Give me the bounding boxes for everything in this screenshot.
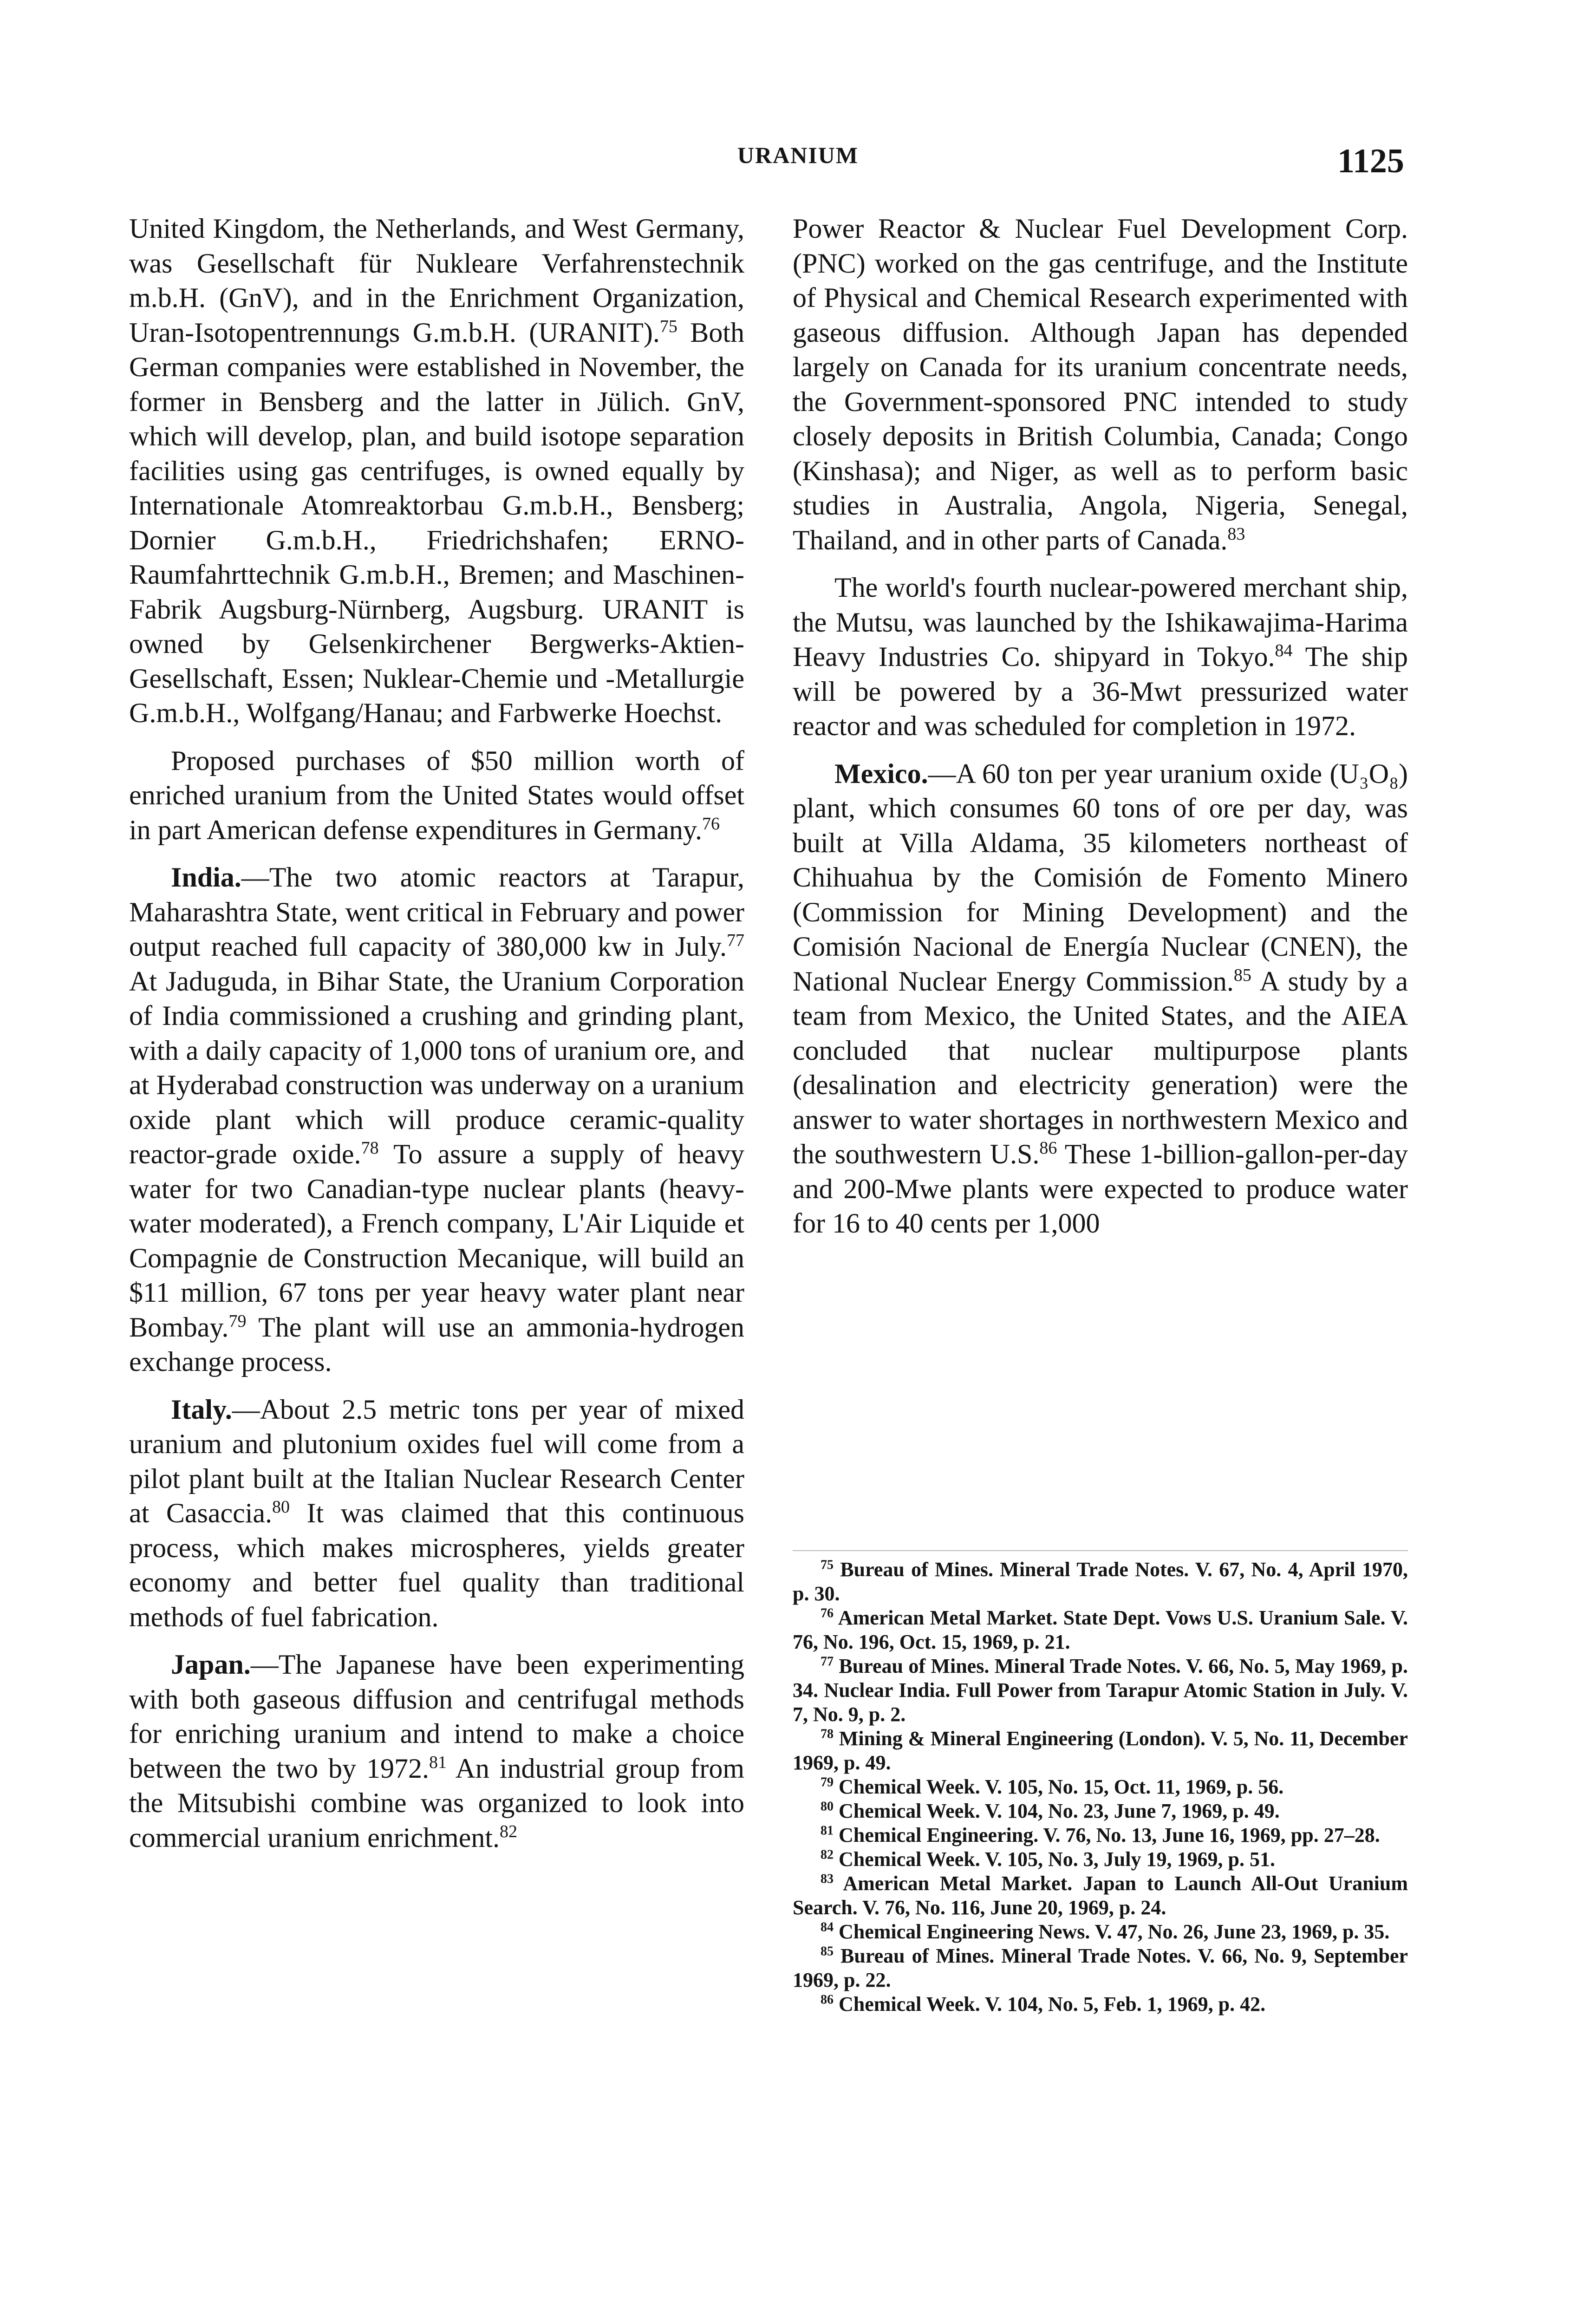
footnote-number: 81 xyxy=(821,1823,834,1838)
footnote-number: 79 xyxy=(821,1775,834,1790)
footnote-ref: 78 xyxy=(361,1138,379,1158)
footnote-item xyxy=(793,1799,1408,1823)
footnote-text: American Metal Market. State Dept. Vows U.S. Uranium Sale. V. 76, No. 196, Oct. 15, 1969, p. 21. xyxy=(793,1606,1408,1653)
footnote-item xyxy=(793,1920,1408,1944)
paragraph-p5 xyxy=(129,1647,744,1855)
right-column xyxy=(793,211,1408,1254)
paragraph-text: Power Reactor & Nuclear Fuel Development Corp. (PNC) worked on the gas centrifuge, and the Institute of Physical and Chemical Research experimented with gaseous diffusion. Although Japan has depended largely on Canada for its uranium concentrate needs, the Government-sponsored PNC intended to study closely deposits in British Columbia, Canada; Congo (Kinshasa); and Niger, as well as to perform basic studies in Australia, Angola, Nigeria, Senegal, Thailand, and in other parts of Canada. xyxy=(793,213,1408,555)
footnote-number: 77 xyxy=(821,1654,834,1669)
footnote-text: Chemical Engineering News. V. 47, No. 26, June 23, 1969, p. 35. xyxy=(834,1920,1390,1943)
footnote-ref: 82 xyxy=(500,1821,518,1841)
footnote-number: 85 xyxy=(821,1944,834,1959)
footnote-item xyxy=(793,1872,1408,1920)
paragraph-text: At Jaduguda, in Bihar State, the Uranium Corporation of India commissioned a crushing and grinding plant, with a daily capacity of 1,000 tons of uranium ore, and at Hyderabad construction was underway on a uranium oxide plant which will produce ceramic-quality reactor-grade oxide. xyxy=(129,965,744,1169)
footnote-item xyxy=(793,1654,1408,1727)
paragraph-text: The world's fourth nuclear-powered merchant ship, the Mutsu, was launched by the Ishikawajima-Harima Heavy Industries Co. shipyard in Tokyo. xyxy=(793,572,1408,672)
footnote-text: Bureau of Mines. Mineral Trade Notes. V. 67, No. 4, April 1970, p. 30. xyxy=(793,1558,1408,1605)
footnote-ref: 86 xyxy=(1039,1138,1057,1158)
footnote-text: Bureau of Mines. Mineral Trade Notes. V. 66, No. 9, September 1969, p. 22. xyxy=(793,1944,1408,1991)
left-column xyxy=(129,211,744,1868)
footnote-number: 80 xyxy=(821,1799,834,1814)
paragraph-p1 xyxy=(129,211,744,731)
footnote-text: Chemical Week. V. 105, No. 15, Oct. 11, 1969, p. 56. xyxy=(834,1775,1284,1798)
paragraph-text: It was claimed that this continuous process, which makes microspheres, yields greater economy and better fuel quality than traditional methods of fuel fabrication. xyxy=(129,1498,745,1632)
footnote-item xyxy=(793,1944,1408,1992)
footnote-text: Chemical Engineering. V. 76, No. 13, June 16, 1969, pp. 27–28. xyxy=(834,1824,1380,1846)
footnotes-section xyxy=(793,1550,1408,2016)
footnote-item xyxy=(793,1847,1408,1872)
footnote-number: 75 xyxy=(821,1558,834,1572)
footnote-item xyxy=(793,1992,1408,2016)
paragraph-text: A study by a team from Mexico, the United States, and the AIEA concluded that nuclear multipurpose plants (desalination and electricity generation) were the answer to water shortages in northwestern Mexico and the southwestern U.S. xyxy=(793,965,1408,1169)
paragraph-text: To assure a supply of heavy water for two Canadian-type nuclear plants (heavy-water moderated), a French company, L'Air Liquide et Compagnie de Construction Mecanique, will build an $11 million, 67 tons per year heavy water plant near Bombay. xyxy=(129,1139,744,1343)
paragraph-p3 xyxy=(129,860,744,1379)
paragraph-p4 xyxy=(129,1392,744,1635)
paragraph-text: Proposed purchases of $50 million worth of enriched uranium from the United States would offset in part American defense expenditures in Germany. xyxy=(129,745,744,845)
footnote-item xyxy=(793,1823,1408,1847)
footnote-text: Bureau of Mines. Mineral Trade Notes. V. 66, No. 5, May 1969, p. 34. Nuclear India. Full Power from Tarapur Atomic Station in July. V. 7, No. 9, p. 2. xyxy=(793,1655,1408,1726)
section-run-head: Mexico. xyxy=(834,758,928,789)
paragraph-text: The ship will be powered by a 36-Mwt pressurized water reactor and was scheduled for completion in 1972. xyxy=(793,641,1408,741)
paragraph-text: —The Japanese have been experimenting with both gaseous diffusion and centrifugal methods for enriching uranium and intend to make a choice between the two by 1972. xyxy=(129,1649,744,1784)
footnote-text: Chemical Week. V. 104, No. 5, Feb. 1, 1969, p. 42. xyxy=(834,1993,1266,2015)
paragraph-p6 xyxy=(793,211,1408,557)
footnote-text: Chemical Week. V. 105, No. 3, July 19, 1969, p. 51. xyxy=(834,1848,1275,1871)
paragraph-text: An industrial group from the Mitsubishi combine was organized to look into commercial uranium enrichment. xyxy=(129,1753,744,1853)
footnote-ref: 76 xyxy=(702,814,720,834)
paragraph-p7 xyxy=(793,570,1408,744)
paragraph-text: These 1-billion-gallon-per-day and 200-Mwe plants were expected to produce water for 16 to 40 cents per 1,000 xyxy=(793,1139,1408,1239)
paragraph-text: —The two atomic reactors at Tarapur, Maharashtra State, went critical in February and power output reached full capacity of 380,000 kw in July. xyxy=(129,862,744,962)
page-number: 1125 xyxy=(1337,142,1404,180)
footnote-number: 78 xyxy=(821,1727,834,1742)
paragraph-text: United Kingdom, the Netherlands, and West Germany, was Gesellschaft für Nukleare Verfahrenstechnik m.b.H. (GnV), and in the Enrichment Organization, Uran-Isotopentrennungs G.m.b.H. (URANIT). xyxy=(129,213,744,348)
footnote-ref: 83 xyxy=(1227,524,1245,544)
paragraph-text: The plant will use an ammonia-hydrogen exchange process. xyxy=(129,1311,744,1377)
footnote-item xyxy=(793,1727,1408,1775)
footnote-text: Chemical Week. V. 104, No. 23, June 7, 1969, p. 49. xyxy=(834,1800,1280,1822)
footnote-text: Mining & Mineral Engineering (London). V. 5, No. 11, December 1969, p. 49. xyxy=(793,1727,1408,1774)
footnote-number: 86 xyxy=(821,1992,834,2007)
paragraph-text: —A 60 ton per year uranium oxide (U₃O₈) plant, which consumes 60 tons of ore per day, was built at Villa Aldama, 35 kilometers northeast of Chihuahua by the Comisión de Fomento Minero (Commission for Mining Development) and the Comisión Nacional de Energía Nuclear (CNEN), the National Nuclear Energy Commission. xyxy=(793,758,1408,997)
running-title: URANIUM xyxy=(737,142,859,168)
footnote-number: 76 xyxy=(821,1606,834,1621)
paragraph-p2 xyxy=(129,744,744,848)
footnote-number: 83 xyxy=(821,1872,834,1886)
paragraph-text: Both German companies were established in November, the former in Bensberg and the latter in Jülich. GnV, which will develop, plan, and build isotope separation facilities using gas centrifuges, is owned equally by Internationale Atomreaktorbau G.m.b.H., Bensberg; Dornier G.m.b.H., Friedrichshafen; ERNO-Raumfahrttechnik G.m.b.H., Bremen; and Maschinen-Fabrik Augsburg-Nürnberg, Augsburg. URANIT is owned by Gelsenkirchener Bergwerks-Aktien-Gesellschaft, Essen; Nuklear-Chemie und -Metallurgie G.m.b.H., Wolfgang/Hanau; and Farbwerke Hoechst. xyxy=(129,317,744,728)
footnote-ref: 80 xyxy=(272,1497,290,1517)
section-run-head: India. xyxy=(171,862,241,893)
section-run-head: Japan. xyxy=(171,1649,251,1680)
footnote-ref: 84 xyxy=(1275,641,1293,660)
footnote-ref: 75 xyxy=(659,316,677,336)
footnote-ref: 81 xyxy=(429,1752,447,1772)
footnote-number: 84 xyxy=(821,1920,834,1935)
section-run-head: Italy. xyxy=(171,1394,232,1425)
footnote-ref: 85 xyxy=(1233,965,1251,985)
footnote-ref: 77 xyxy=(727,931,744,950)
footnote-number: 82 xyxy=(821,1847,834,1862)
footnote-ref: 79 xyxy=(228,1311,247,1331)
paragraph-p8 xyxy=(793,757,1408,1241)
footnote-item xyxy=(793,1775,1408,1799)
footnote-item xyxy=(793,1558,1408,1606)
paragraph-text: —About 2.5 metric tons per year of mixed uranium and plutonium oxides fuel will come from a pilot plant built at the Italian Nuclear Research Center at Casaccia. xyxy=(129,1394,744,1528)
footnote-item xyxy=(793,1606,1408,1654)
footnote-text: American Metal Market. Japan to Launch All-Out Uranium Search. V. 76, No. 116, June 20, 1969, p. 24. xyxy=(793,1872,1408,1919)
